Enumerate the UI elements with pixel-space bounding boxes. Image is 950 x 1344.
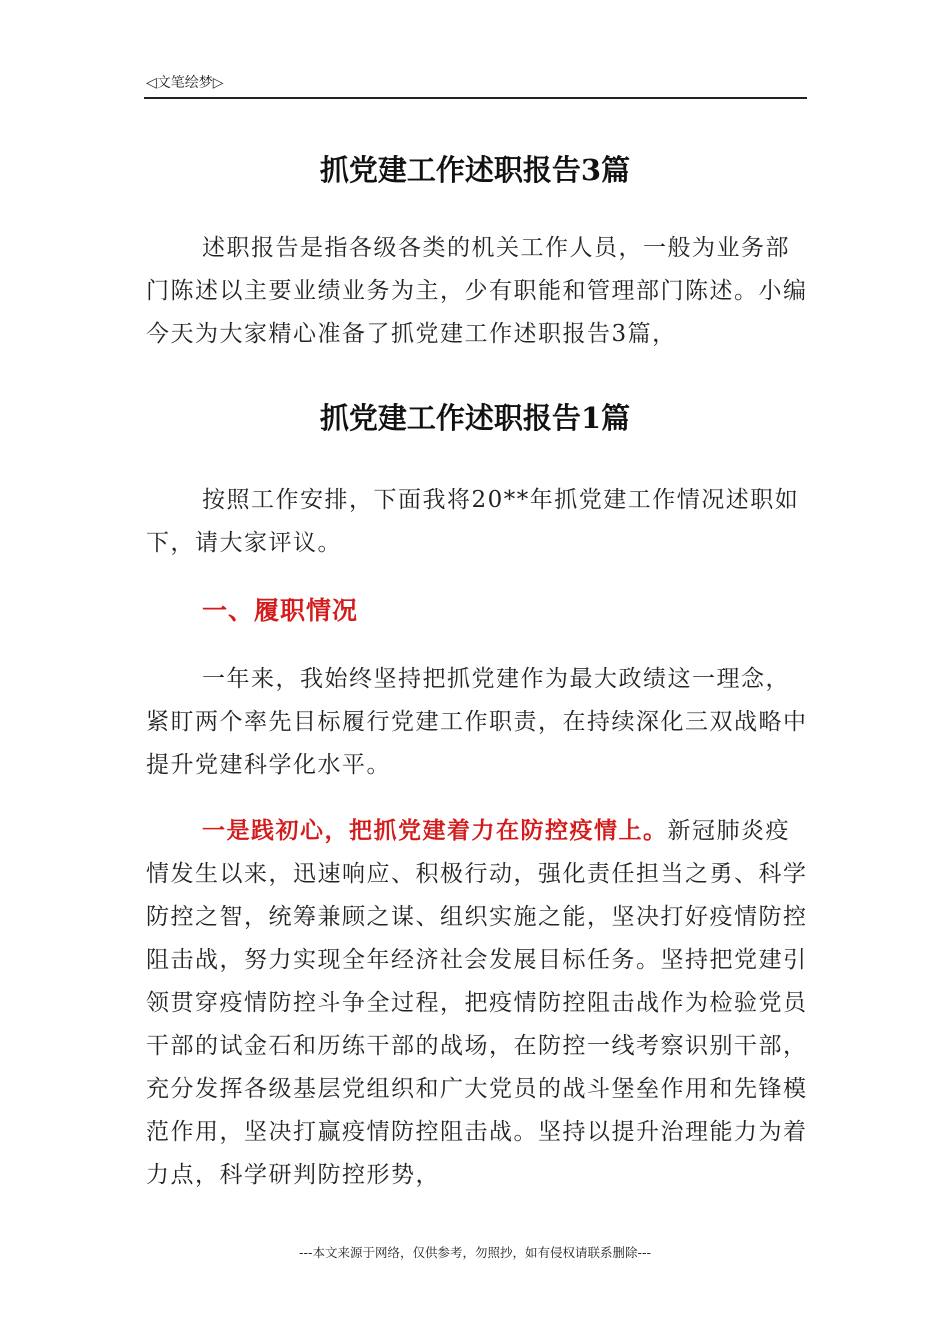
point-one-paragraph [146,809,808,1197]
header-label: ◁文笔绘梦▷ [146,75,224,91]
header-divider [144,97,807,99]
section-heading: 一、履职情况 [202,596,359,625]
point-one-lead: 一是践初心，把抓党建着力在防控疫情上。 [202,817,668,844]
year-summary-paragraph: 一年来，我始终坚持把抓党建作为最大政绩这一理念，紧盯两个率先目标履行党建工作职责，在持续深化三双战略中提升党建科学化水平。 [146,666,808,778]
sub-title: 抓党建工作述职报告1篇 [319,401,631,435]
footer-notice: ---本文来源于网络，仅供参考，勿照抄，如有侵权请联系删除--- [298,1245,652,1260]
point-one-body: 新冠肺炎疫情发生以来，迅速响应、积极行动，强化责任担当之勇、科学防控之智，统筹兼顾之谋、组织实施之能，坚决打好疫情防控阻击战，努力实现全年经济社会发展目标任务。坚持把党建引领贯穿疫情防控斗争全过程，把疫情防控阻击战作为检验党员干部的试金石和历练干部的战场，在防控一线考察识别干部，充分发挥各级基层党组织和广大党员的战斗堡垒作用和先锋模范作用，坚决打赢疫情防控阻击战。坚持以提升治理能力为着力点，科学研判防控形势， [146,818,808,1188]
arrangement-paragraph: 按照工作安排，下面我将20**年抓党建工作情况述职如下，请大家评议。 [146,487,800,556]
main-title: 抓党建工作述职报告3篇 [319,153,631,187]
intro-paragraph: 述职报告是指各级各类的机关工作人员，一般为业务部门陈述以主要业绩业务为主，少有职能和管理部门陈述。小编今天为大家精心准备了抓党建工作述职报告3篇， [146,235,808,347]
